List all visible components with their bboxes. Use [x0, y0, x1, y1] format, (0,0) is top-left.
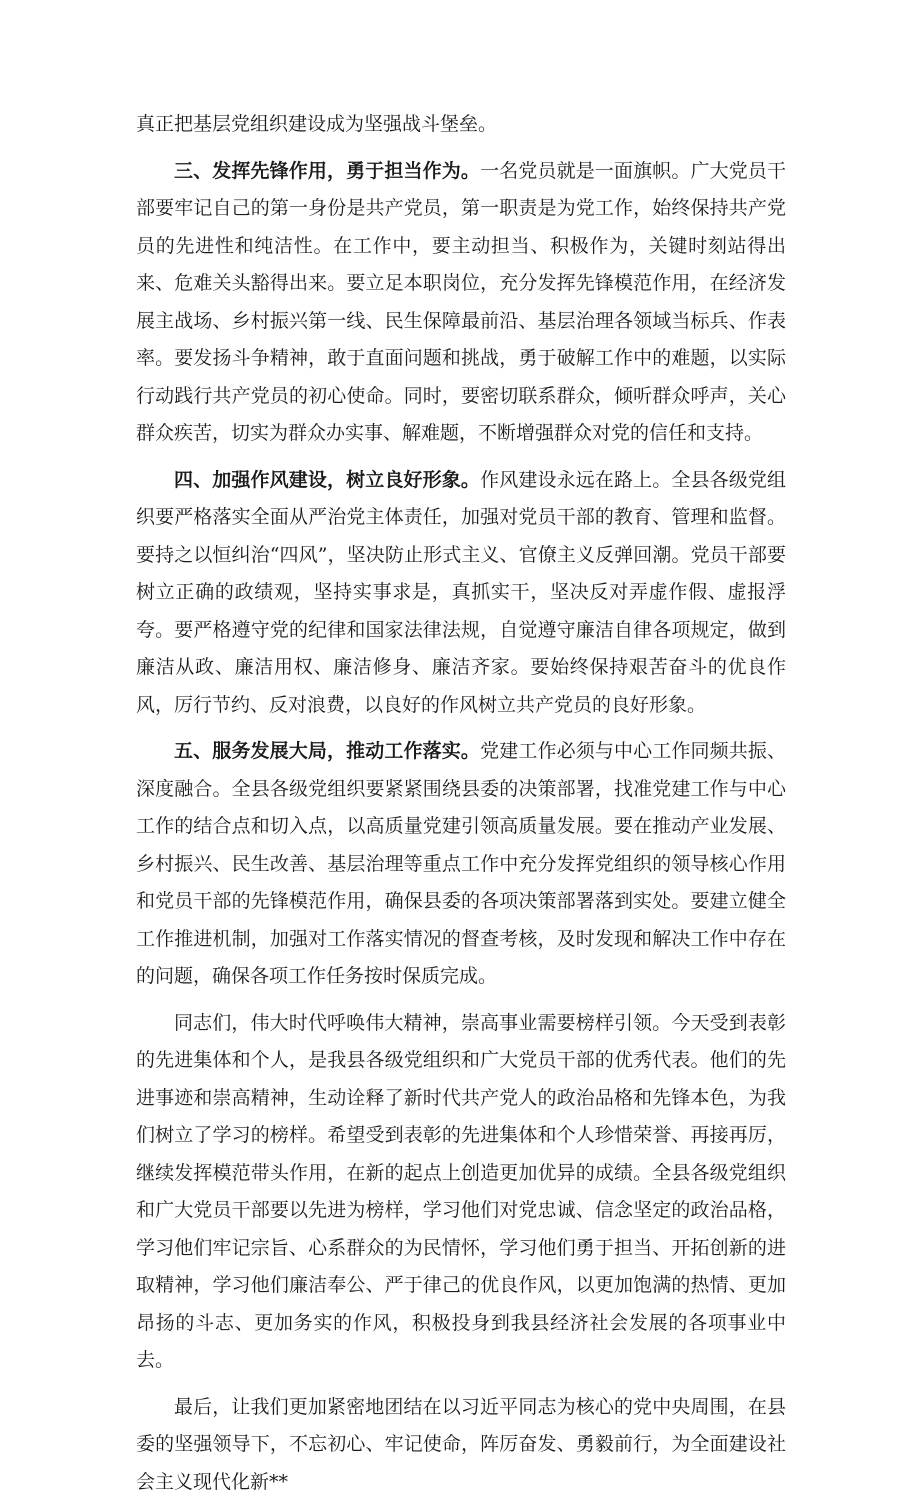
paragraph-text: 党建工作必须与中心工作同频共振、深度融合。全县各级党组织要紧紧围绕县委的决策部署，找准党建工作与中心工作的结合点和切入点，以高质量党建引领高质量发展。要在推动产业发展、乡村振兴、民生改善、基层治理等重点工作中充分发挥党组织的领导核心作用和党员干部的先锋模范作用，确保县委的各项决策部署落到实处。要建立健全工作推进机制，加强对工作落实情况的督查考核，及时发现和解决工作中存在的问题，确保各项工作任务按时保质完成。: [136, 740, 786, 987]
paragraph-continuation: [136, 106, 786, 144]
paragraph-closing: [136, 1389, 786, 1502]
paragraph-section-four: [136, 462, 786, 725]
paragraph-text: 最后，让我们更加紧密地团结在以习近平同志为核心的党中央周围，在县委的坚强领导下，不忘初心、牢记使命，阵厉奋发、勇毅前行，为全面建设社会主义现代化新**: [136, 1395, 786, 1493]
paragraph-text: 同志们，伟大时代呼唤伟大精神，崇高事业需要榜样引领。今天受到表彰的先进集体和个人，是我县各级党组织和广大党员干部的优秀代表。他们的先进事迹和崇高精神，生动诠释了新时代共产党人的政治品格和先锋本色，为我们树立了学习的榜样。希望受到表彰的先进集体和个人珍惜荣誉、再接再厉，继续发挥模范带头作用，在新的起点上创造更加优异的成绩。全县各级党组织和广大党员干部要以先进为榜样，学习他们对党忠诚、信念坚定的政治品格，学习他们牢记宗旨、心系群众的为民情怀，学习他们勇于担当、开拓创新的进取精神，学习他们廉洁奉公、严于律己的优良作风，以更加饱满的热情、更加昂扬的斗志、更加务实的作风，积极投身到我县经济社会发展的各项事业中去。: [136, 1011, 786, 1371]
paragraph-text: 真正把基层党组织建设成为坚强战斗堡垒。: [136, 113, 498, 135]
paragraph-text: 作风建设永远在路上。全县各级党组织要严格落实全面从严治党主体责任，加强对党员干部的教育、管理和监督。要持之以恒纠治“四风”，坚决防止形式主义、官僚主义反弹回潮。党员干部要树立正确的政绩观，坚持实事求是，真抓实干，坚决反对弄虚作假、虚报浮夸。要严格遵守党的纪律和国家法律法规，自觉遵守廉洁自律各项规定，做到廉洁从政、廉洁用权、廉洁修身、廉洁齐家。要始终保持艰苦奋斗的优良作风，厉行节约、反对浪费，以良好的作风树立共产党员的良好形象。: [136, 468, 786, 716]
paragraph-text: 一名党员就是一面旗帜。广大党员干部要牢记自己的第一身份是共产党员，第一职责是为党工作，始终保持共产党员的先进性和纯洁性。在工作中，要主动担当、积极作为，关键时刻站得出来、危难关头豁得出来。要立足本职岗位，充分发挥先锋模范作用，在经济发展主战场、乡村振兴第一线、民生保障最前沿、基层治理各领域当标兵、作表率。要发扬斗争精神，敢于直面问题和挑战，勇于破解工作中的难题，以实际行动践行共产党员的初心使命。同时，要密切联系群众，倾听群众呼声，关心群众疾苦，切实为群众办实事、解难题，不断增强群众对党的信任和支持。: [136, 159, 786, 444]
section-heading: 四、加强作风建设，树立良好形象。: [174, 468, 481, 491]
paragraph-section-five: [136, 733, 786, 996]
paragraph-commendation: [136, 1005, 786, 1380]
section-heading: 三、发挥先锋作用，勇于担当作为。: [174, 159, 481, 182]
document-page: [136, 106, 786, 1510]
section-heading: 五、服务发展大局，推动工作落实。: [174, 740, 481, 762]
paragraph-section-three: [136, 153, 786, 453]
